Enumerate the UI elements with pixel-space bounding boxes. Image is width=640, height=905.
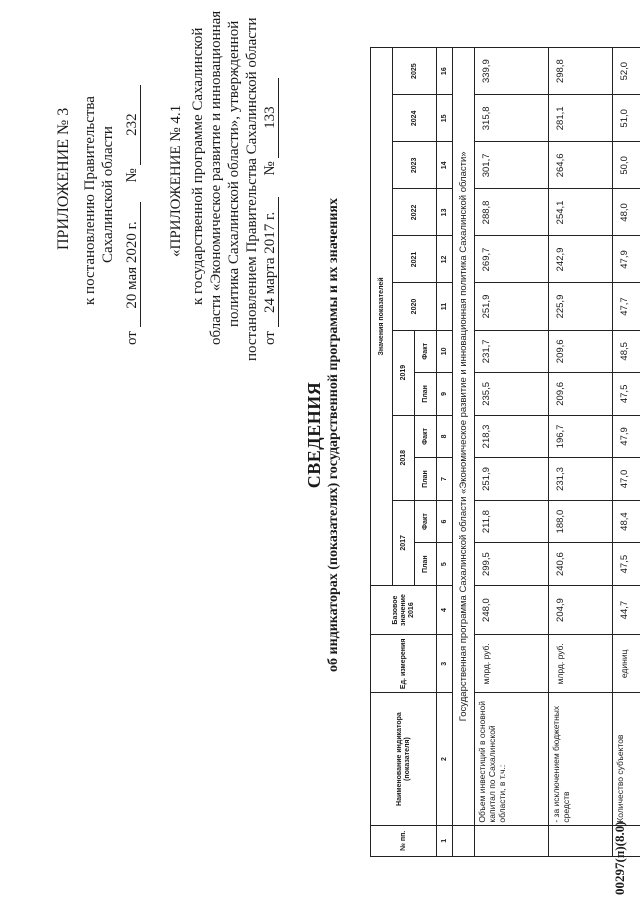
value-cell: 248,0: [475, 585, 549, 634]
header-year: 2018: [393, 415, 415, 500]
value-cell: 48,4: [613, 500, 640, 543]
indicator-unit: единиц: [613, 635, 640, 693]
value-cell: 231,7: [475, 330, 549, 373]
column-number: 12: [437, 236, 453, 283]
header-year: 2020: [393, 283, 437, 330]
value-cell: 281,1: [549, 95, 613, 142]
value-cell: 209,6: [549, 373, 613, 416]
header-fact: Факт: [415, 330, 437, 373]
value-cell: 218,3: [475, 415, 549, 458]
indicator-unit: млрд. руб.: [475, 635, 549, 693]
value-cell: 264,6: [549, 142, 613, 189]
column-number: 5: [437, 543, 453, 586]
value-cell: 339,9: [475, 48, 549, 95]
indicator-unit: млрд. руб.: [549, 635, 613, 693]
header-plan: План: [415, 543, 437, 586]
header-base: Базовое значение 2016: [371, 585, 437, 634]
table-row: [613, 48, 640, 857]
value-cell: 47,9: [613, 415, 640, 458]
column-number: 2: [437, 693, 453, 825]
appendix-line-1: к постановлению Правительства: [82, 96, 98, 305]
row-number-cell: [475, 825, 549, 856]
column-number: 4: [437, 585, 453, 634]
header-fact: Факт: [415, 415, 437, 458]
value-cell: 47,5: [613, 543, 640, 586]
appendix-line-2: Сахалинской области: [100, 126, 116, 263]
header-values: Значения показателей: [371, 48, 393, 586]
value-cell: 211,8: [475, 500, 549, 543]
header-year: 2024: [393, 95, 437, 142]
date-value: 20 мая 2020 г.: [124, 202, 141, 327]
value-cell: 44,7: [613, 585, 640, 634]
value-cell: 240,6: [549, 543, 613, 586]
value-cell: 251,9: [475, 283, 549, 330]
value-cell: 196,7: [549, 415, 613, 458]
header-name: Наименование индикатора (показателя): [371, 693, 437, 825]
number-label: №: [124, 168, 140, 183]
column-number: 13: [437, 189, 453, 236]
document-code: 00297(п)(8.0): [612, 821, 627, 895]
column-number: 9: [437, 373, 453, 416]
header-plan: План: [415, 373, 437, 416]
row-number-cell: [549, 825, 613, 856]
column-number: 7: [437, 458, 453, 501]
section-title: Государственная программа Сахалинской области «Экономическое развитие и инновационная политика Сахалинской области»: [453, 48, 475, 826]
header-year: 2022: [393, 189, 437, 236]
value-cell: 251,9: [475, 458, 549, 501]
column-number: 3: [437, 635, 453, 693]
value-cell: 48,0: [613, 189, 640, 236]
value-cell: 231,3: [549, 458, 613, 501]
value-cell: 301,7: [475, 142, 549, 189]
value-cell: 299,5: [475, 543, 549, 586]
sub-appendix-title: «ПРИЛОЖЕНИЕ № 4.1: [168, 104, 184, 257]
sub-line-1: к государственной программе Сахалинской: [190, 27, 206, 305]
value-cell: 288,8: [475, 189, 549, 236]
header-year: 2025: [393, 48, 437, 95]
column-number: 6: [437, 500, 453, 543]
value-cell: 188,0: [549, 500, 613, 543]
header-year: 2019: [393, 330, 415, 415]
value-cell: 47,7: [613, 283, 640, 330]
sub-line-3: политика Сахалинской области», утвержденной: [226, 20, 242, 327]
sub-date-row: [262, 78, 279, 345]
header-unit: Ед. измерения: [371, 635, 437, 693]
column-numbers-row: [437, 48, 453, 857]
column-number: 8: [437, 415, 453, 458]
number-value: 232: [124, 85, 141, 165]
value-cell: 47,5: [613, 373, 640, 416]
value-cell: 269,7: [475, 236, 549, 283]
value-cell: 204,9: [549, 585, 613, 634]
sub-number-label: №: [262, 161, 278, 176]
value-cell: 242,9: [549, 236, 613, 283]
document-title: СВЕДЕНИЯ: [304, 381, 324, 489]
sub-line-4: постановлением Правительства Сахалинской области: [244, 17, 260, 361]
sub-date-prefix: от: [262, 331, 278, 345]
column-number: 10: [437, 330, 453, 373]
date-prefix: от: [124, 331, 140, 345]
column-number: 11: [437, 283, 453, 330]
section-spacer: [453, 825, 475, 856]
header-plan: План: [415, 458, 437, 501]
sub-date-value: 24 марта 2017 г.: [262, 197, 279, 327]
column-number: 16: [437, 48, 453, 95]
indicator-name: Объем инвестиций в основной капитал по Сахалинской области, в т.ч.:: [475, 693, 549, 825]
value-cell: 51,0: [613, 95, 640, 142]
indicators-table: [370, 47, 640, 857]
value-cell: 47,0: [613, 458, 640, 501]
value-cell: 209,6: [549, 330, 613, 373]
header-fact: Факт: [415, 500, 437, 543]
appendix-title: ПРИЛОЖЕНИЕ № 3: [55, 107, 72, 250]
value-cell: 298,8: [549, 48, 613, 95]
table-row: [475, 48, 549, 857]
appendix-date-row: [124, 85, 141, 345]
document-subtitle: об индикаторах (показателях) государственной программы и их значениях: [326, 198, 341, 672]
column-number: 14: [437, 142, 453, 189]
value-cell: 50,0: [613, 142, 640, 189]
value-cell: 235,5: [475, 373, 549, 416]
header-year: 2023: [393, 142, 437, 189]
value-cell: 225,9: [549, 283, 613, 330]
value-cell: 52,0: [613, 48, 640, 95]
table-row: [549, 48, 613, 857]
value-cell: 254,1: [549, 189, 613, 236]
header-year: 2021: [393, 236, 437, 283]
sub-line-2: области «Экономическое развитие и инновационная: [208, 10, 224, 345]
indicator-name: Количество субъектов: [613, 693, 640, 825]
header-year: 2017: [393, 500, 415, 585]
value-cell: 315,8: [475, 95, 549, 142]
column-number: 15: [437, 95, 453, 142]
sub-number-value: 133: [262, 78, 279, 158]
column-number: 1: [437, 825, 453, 856]
header-num: № пп.: [371, 825, 437, 856]
value-cell: 47,9: [613, 236, 640, 283]
indicator-name: - за исключением бюджетных средств: [549, 693, 613, 825]
value-cell: 48,5: [613, 330, 640, 373]
